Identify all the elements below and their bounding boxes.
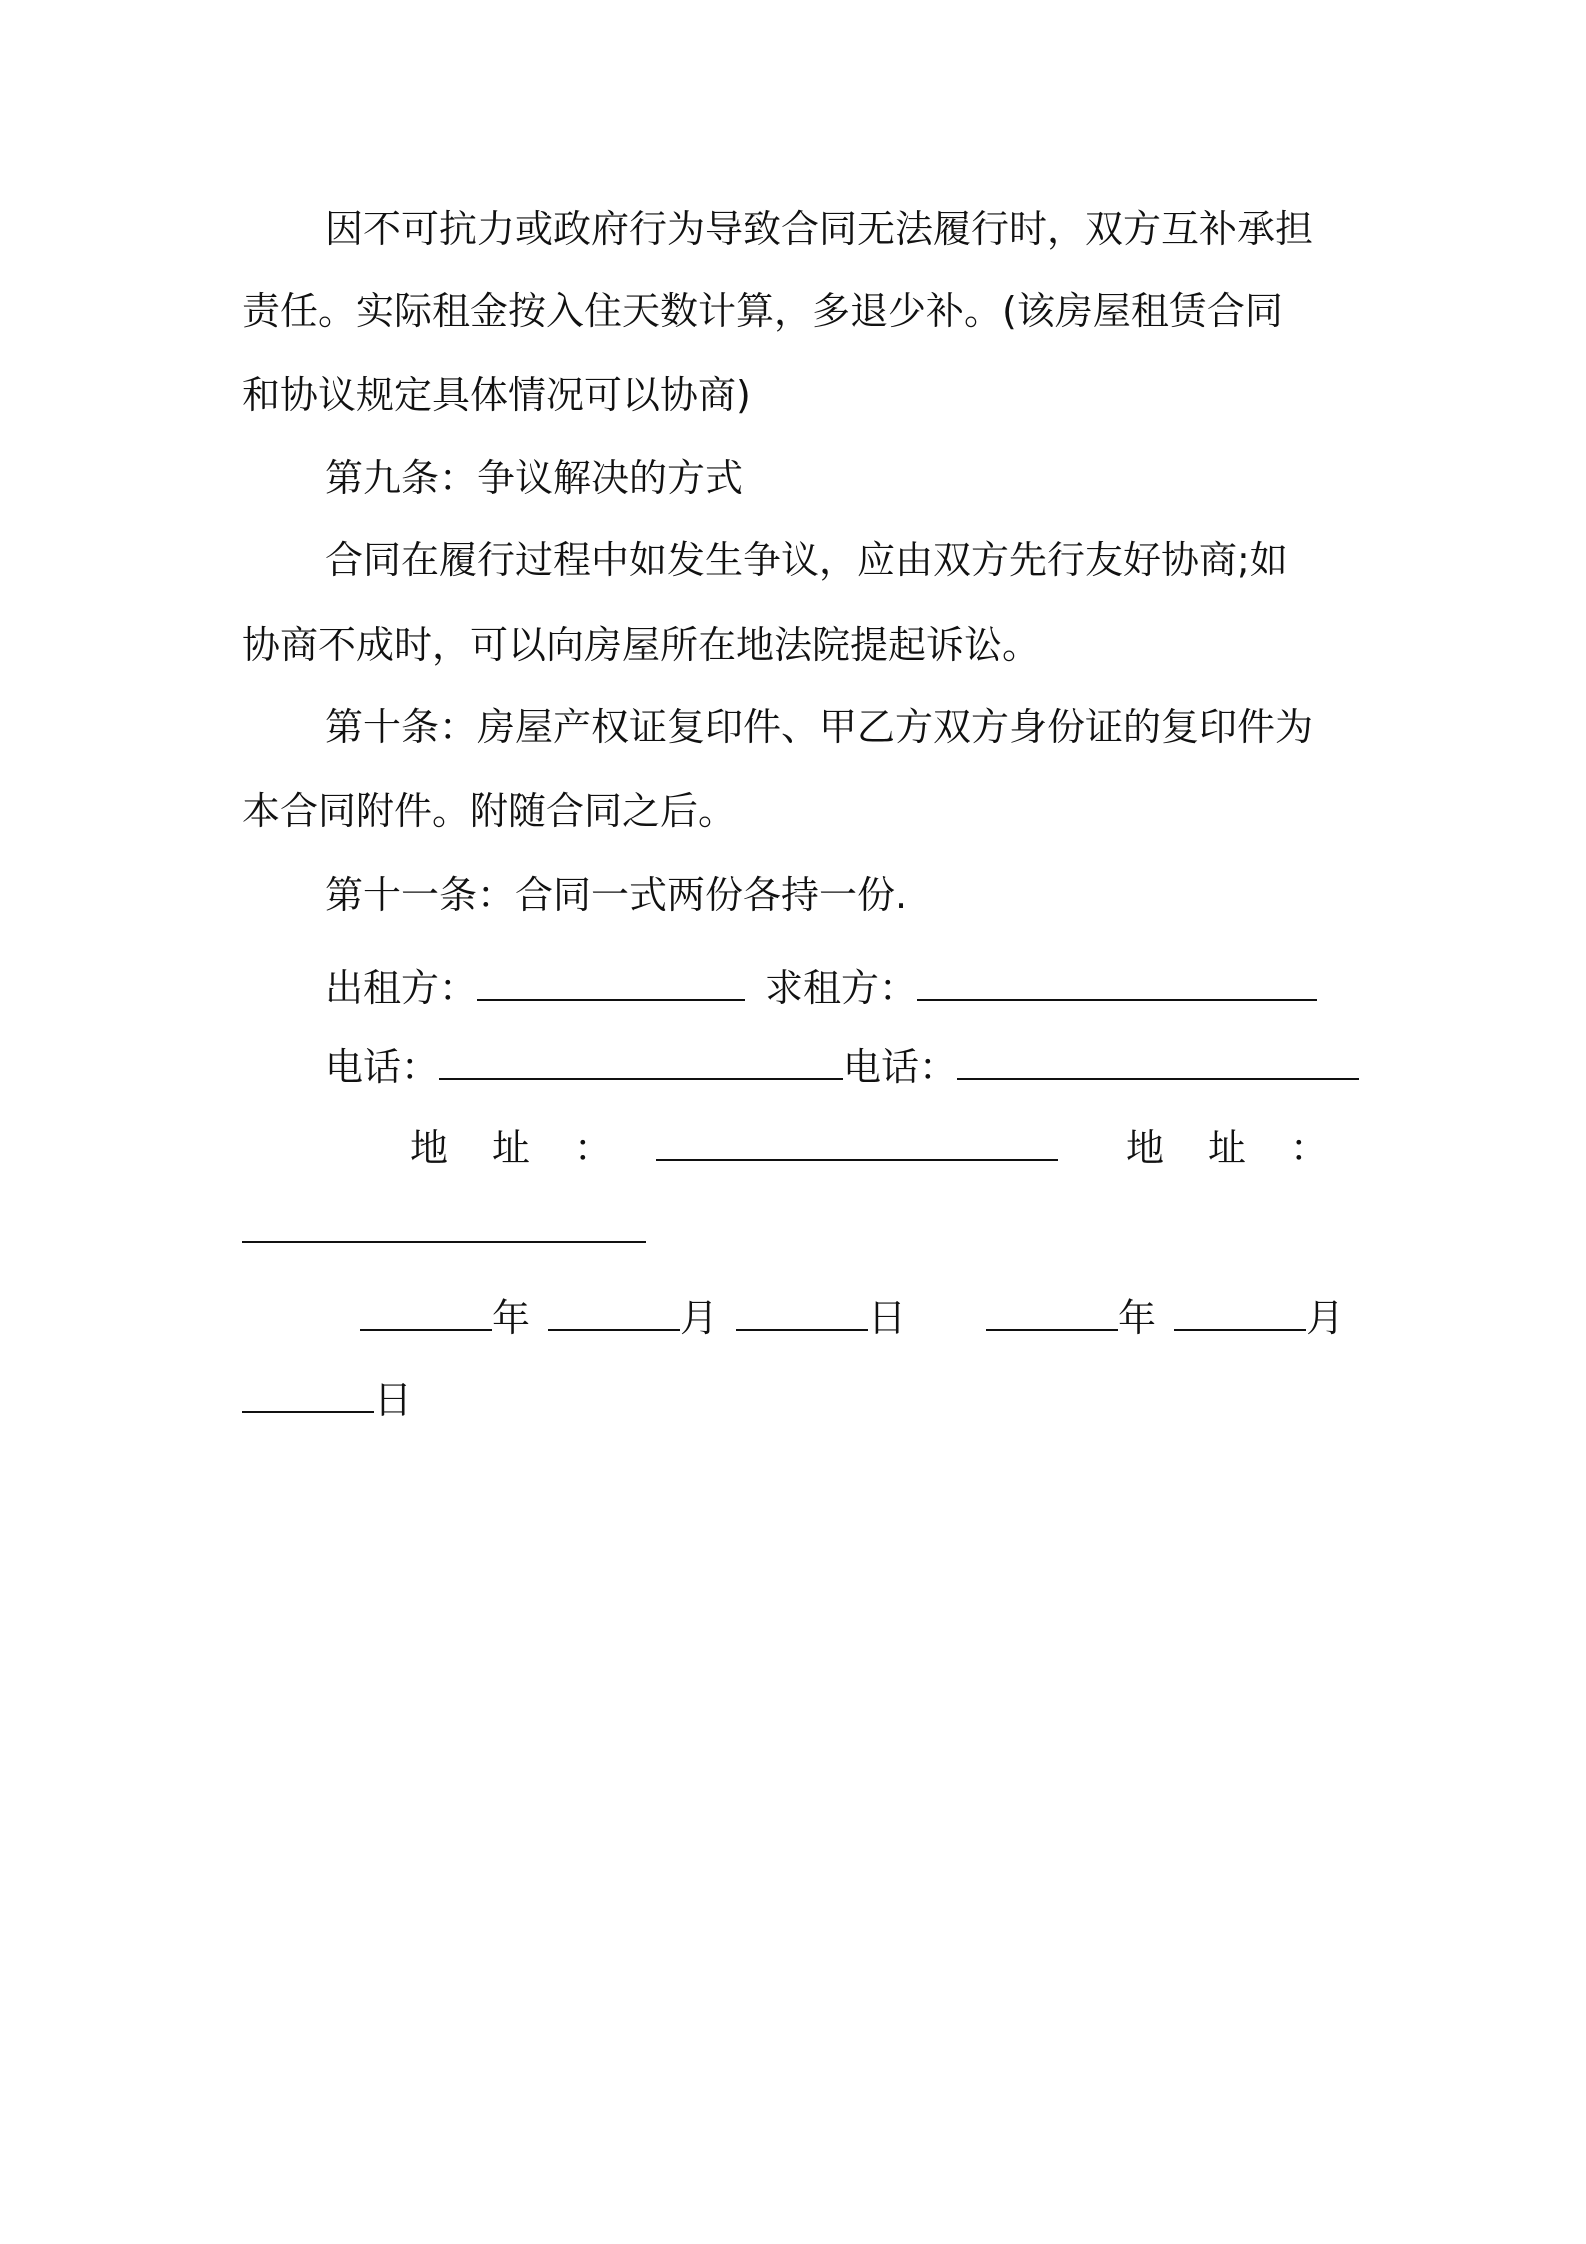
- month-blank-lessee: [1174, 1293, 1306, 1331]
- article-9-title: 第九条：争议解决的方式: [325, 456, 744, 500]
- address-label-lessee: 地址：: [1126, 1126, 1373, 1170]
- date-line-continued: [242, 1375, 1362, 1425]
- paragraph-dispute-line-2: 协商不成时，可以向房屋所在地法院提起诉讼。: [242, 623, 1041, 667]
- phone-label-lessor: 电话：: [325, 1045, 440, 1089]
- paragraph-dispute-line-1: 合同在履行过程中如发生争议，应由双方先行友好协商;如: [325, 538, 1288, 582]
- lessor-label: 出租方：: [325, 966, 478, 1010]
- paragraph-force-majeure-line-3: 和协议规定具体情况可以协商): [242, 373, 751, 417]
- month-label-lessor: 月: [680, 1296, 719, 1340]
- address-label-lessor: 地址：: [410, 1126, 657, 1170]
- paragraph-force-majeure-line-2: 责任。实际租金按入住天数计算，多退少补。(该房屋租赁合同: [242, 289, 1283, 333]
- lessor-blank: [477, 963, 745, 1001]
- month-blank-lessor: [548, 1293, 680, 1331]
- day-blank-lessee: [242, 1375, 374, 1413]
- year-blank-lessee: [986, 1293, 1118, 1331]
- date-line: [360, 1293, 1362, 1343]
- lessee-label: 求租方：: [765, 966, 918, 1010]
- phone-label-lessee: 电话：: [843, 1045, 958, 1089]
- phone-line: [325, 1042, 1362, 1092]
- article-11: 第十一条：合同一式两份各持一份.: [325, 873, 908, 917]
- year-blank-lessor: [360, 1293, 492, 1331]
- day-label-lessee: 日: [374, 1378, 413, 1422]
- day-blank-lessor: [736, 1293, 868, 1331]
- article-10-line-2: 本合同附件。附随合同之后。: [242, 789, 737, 833]
- phone-blank-lessor: [439, 1042, 843, 1080]
- address-line-continued: [242, 1205, 1362, 1255]
- article-10-line-1: 第十条：房屋产权证复印件、甲乙方双方身份证的复印件为: [325, 705, 1314, 749]
- lessee-blank: [917, 963, 1317, 1001]
- paragraph-force-majeure-line-1: 因不可抗力或政府行为导致合同无法履行时，双方互补承担: [325, 207, 1314, 251]
- address-line: [410, 1123, 1373, 1173]
- month-label-lessee: 月: [1306, 1296, 1345, 1340]
- address-blank-lessor: [656, 1123, 1058, 1161]
- day-label-lessor: 日: [868, 1296, 907, 1340]
- party-line: [325, 963, 1362, 1013]
- address-blank-lessee: [242, 1205, 646, 1243]
- phone-blank-lessee: [957, 1042, 1359, 1080]
- year-label-lessor: 年: [492, 1296, 531, 1340]
- year-label-lessee: 年: [1118, 1296, 1157, 1340]
